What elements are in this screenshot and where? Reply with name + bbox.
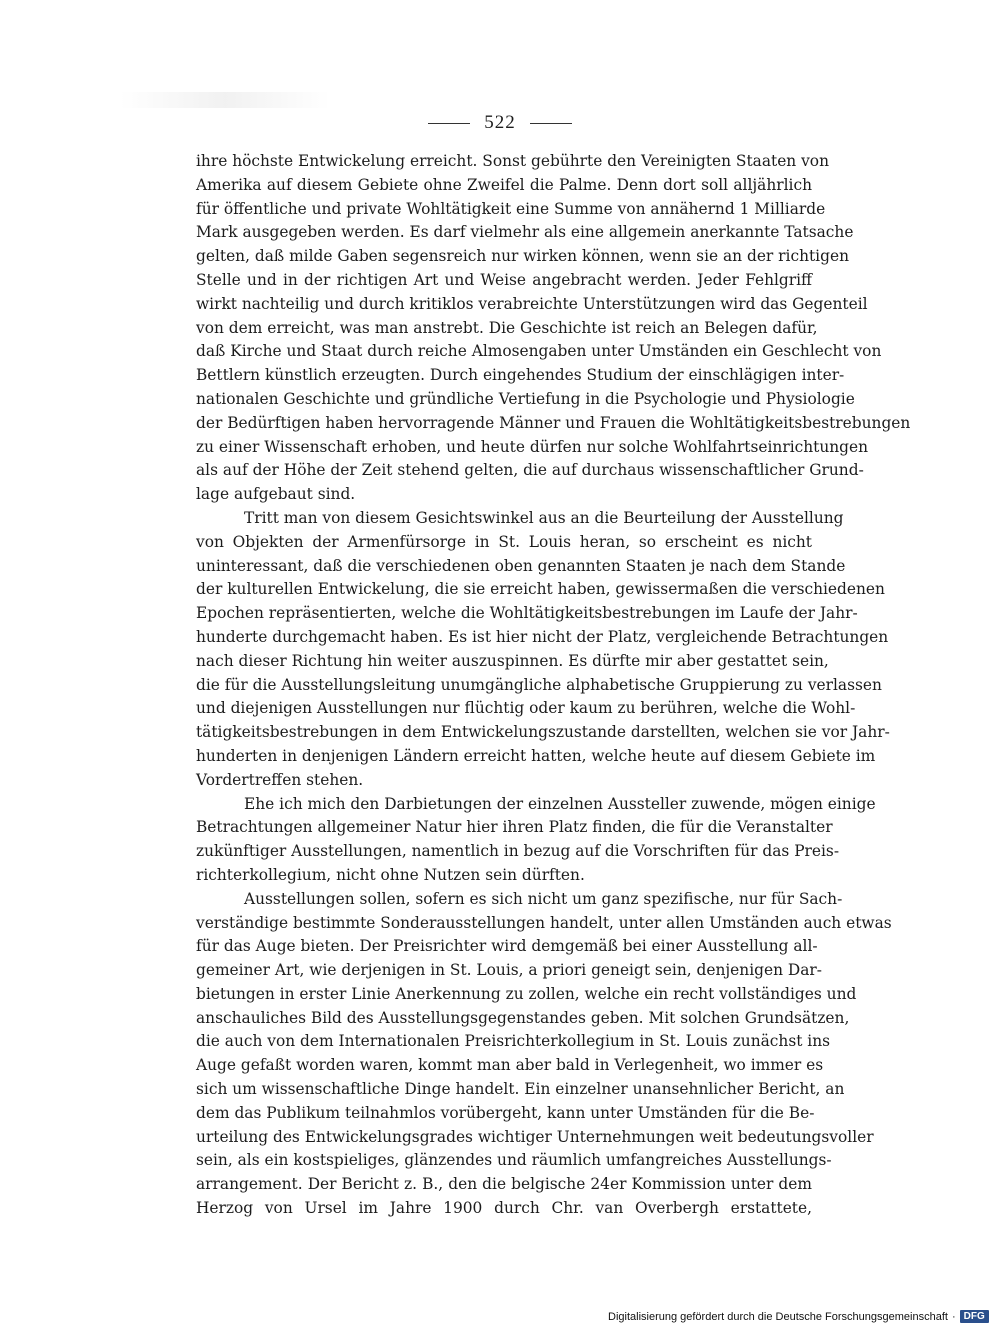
text-line: hunderte durchgemacht haben. Es ist hier nicht der Platz, vergleichende Betrachtungen xyxy=(196,627,889,646)
dfg-logo-icon: DFG xyxy=(960,1310,989,1323)
text-line: Herzog von Ursel im Jahre 1900 durch Chr. van Overbergh erstattete, xyxy=(196,1199,812,1218)
text-line: gemeiner Art, wie derjenigen in St. Louis, a priori geneigt sein, denjenigen Dar- xyxy=(196,961,822,980)
footer-separator: · xyxy=(951,1310,956,1323)
text-line: ihre höchste Entwickelung erreicht. Sonst gebührte den Vereinigten Staaten von xyxy=(196,152,829,170)
text-line: tätigkeitsbestrebungen in dem Entwickelungszustande darstellten, welchen sie vor Jahr- xyxy=(196,723,890,742)
text-line: Epochen repräsentierten, welche die Wohltätigkeitsbestrebungen im Laufe der Jahr- xyxy=(196,604,858,623)
text-line: sein, als ein kostspieliges, glänzendes und räumlich umfangreiches Ausstellungs- xyxy=(196,1151,832,1170)
text-line: Amerika auf diesem Gebiete ohne Zweifel die Palme. Denn dort soll alljährlich xyxy=(196,175,812,194)
text-line: arrangement. Der Bericht z. B., den die belgische 24er Kommission unter dem xyxy=(196,1175,812,1194)
text-line: der kulturellen Entwickelung, die sie erreicht haben, gewissermaßen die verschiedenen xyxy=(196,580,885,599)
text-line: für öffentliche und private Wohltätigkeit eine Summe von annähernd 1 Milliarde xyxy=(196,199,826,218)
text-line: nationalen Geschichte und gründliche Vertiefung in die Psychologie und Physiologie xyxy=(196,389,855,408)
text-line: Auge gefaßt worden waren, kommt man aber bald in Verlegenheit, wo immer es xyxy=(196,1056,824,1075)
text-line: als auf der Höhe der Zeit stehend gelten, die auf durchaus wissenschaftlicher Grund- xyxy=(196,461,864,480)
text-line: Mark ausgegeben werden. Es darf vielmehr als eine allgemein anerkannte Tatsache xyxy=(196,223,854,242)
text-line: wirkt nachteilig und durch kritiklos verabreichte Unterstützungen wird das Gegenteil xyxy=(196,294,868,313)
text-line: von dem erreicht, was man anstrebt. Die Geschichte ist reich an Belegen dafür, xyxy=(196,318,818,337)
text-line: gelten, daß milde Gaben segensreich nur wirken können, wenn sie an der richtigen xyxy=(196,247,849,266)
footer-credit-text: Digitalisierung gefördert durch die Deutsche Forschungsgemeinschaft xyxy=(608,1310,948,1323)
text-line: zukünftiger Ausstellungen, namentlich in bezug auf die Vorschriften für das Preis- xyxy=(196,842,840,861)
text-line: und diejenigen Ausstellungen nur flüchtig oder kaum zu berühren, welche die Wohl- xyxy=(196,699,856,718)
text-line: uninteressant, daß die verschiedenen oben genannten Staaten je nach dem Stande xyxy=(196,556,846,575)
header-rule-left xyxy=(428,123,470,124)
text-line: Stelle und in der richtigen Art und Weise angebracht werden. Jeder Fehlgriff xyxy=(196,270,812,289)
text-line: die auch von dem Internationalen Preisrichterkollegium in St. Louis zunächst ins xyxy=(196,1032,831,1051)
text-line: nach dieser Richtung hin weiter auszuspinnen. Es dürfte mir aber gestattet sein, xyxy=(196,651,829,670)
text-line: daß Kirche und Staat durch reiche Almosengaben unter Umständen ein Geschlecht von xyxy=(196,342,882,361)
text-line: für das Auge bieten. Der Preisrichter wird demgemäß bei einer Ausstellung all- xyxy=(196,937,818,956)
scan-smudge xyxy=(120,92,330,108)
text-line: Ehe ich mich den Darbietungen der einzelnen Aussteller zuwende, mögen einige xyxy=(244,794,876,813)
header-rule-right xyxy=(530,123,572,124)
text-line: Betrachtungen allgemeiner Natur hier ihren Platz finden, die für die Veranstalter xyxy=(196,818,833,837)
text-line: sich um wissenschaftliche Dinge handelt. Ein einzelner unansehnlicher Bericht, an xyxy=(196,1080,845,1099)
text-line: anschauliches Bild des Ausstellungsgegenstandes geben. Mit solchen Grundsätzen, xyxy=(196,1008,850,1027)
text-line: lage aufgebaut sind. xyxy=(196,485,356,504)
text-line: richterkollegium, nicht ohne Nutzen sein dürften. xyxy=(196,865,585,884)
text-line: bietungen in erster Linie Anerkennung zu zollen, welche ein recht vollständiges und xyxy=(196,984,857,1003)
text-line: hunderten in denjenigen Ländern erreicht hatten, welche heute auf diesem Gebiete im xyxy=(196,746,876,765)
text-body xyxy=(196,150,911,1221)
text-line: der Bedürftigen haben hervorragende Männer und Frauen die Wohltätigkeitsbestrebungen xyxy=(196,413,911,432)
text-line: von Objekten der Armenfürsorge in St. Louis heran, so erscheint es nicht xyxy=(196,532,812,551)
text-line: dem das Publikum teilnahmlos vorübergeht, kann unter Umständen für die Be- xyxy=(196,1103,815,1122)
text-line: zu einer Wissenschaft erhoben, und heute dürfen nur solche Wohlfahrtseinrichtungen xyxy=(196,437,869,456)
footer-credit xyxy=(608,1310,989,1323)
page-header xyxy=(0,112,1000,134)
text-line: Bettlern künstlich erzeugten. Durch eingehendes Studium der einschlägigen inter- xyxy=(196,366,845,385)
text-line: Ausstellungen sollen, sofern es sich nicht um ganz spezifische, nur für Sach- xyxy=(244,889,843,908)
page-number: 522 xyxy=(484,112,516,133)
text-line: die für die Ausstellungsleitung unumgängliche alphabetische Gruppierung zu verlassen xyxy=(196,675,882,694)
text-line: Tritt man von diesem Gesichtswinkel aus an die Beurteilung der Ausstellung xyxy=(244,508,844,527)
text-line: verständige bestimmte Sonderausstellungen handelt, unter allen Umständen auch etwas xyxy=(196,913,892,932)
text-line: Vordertreffen stehen. xyxy=(196,770,364,789)
text-line: urteilung des Entwickelungsgrades wichtiger Unternehmungen weit bedeutungsvoller xyxy=(196,1127,874,1146)
